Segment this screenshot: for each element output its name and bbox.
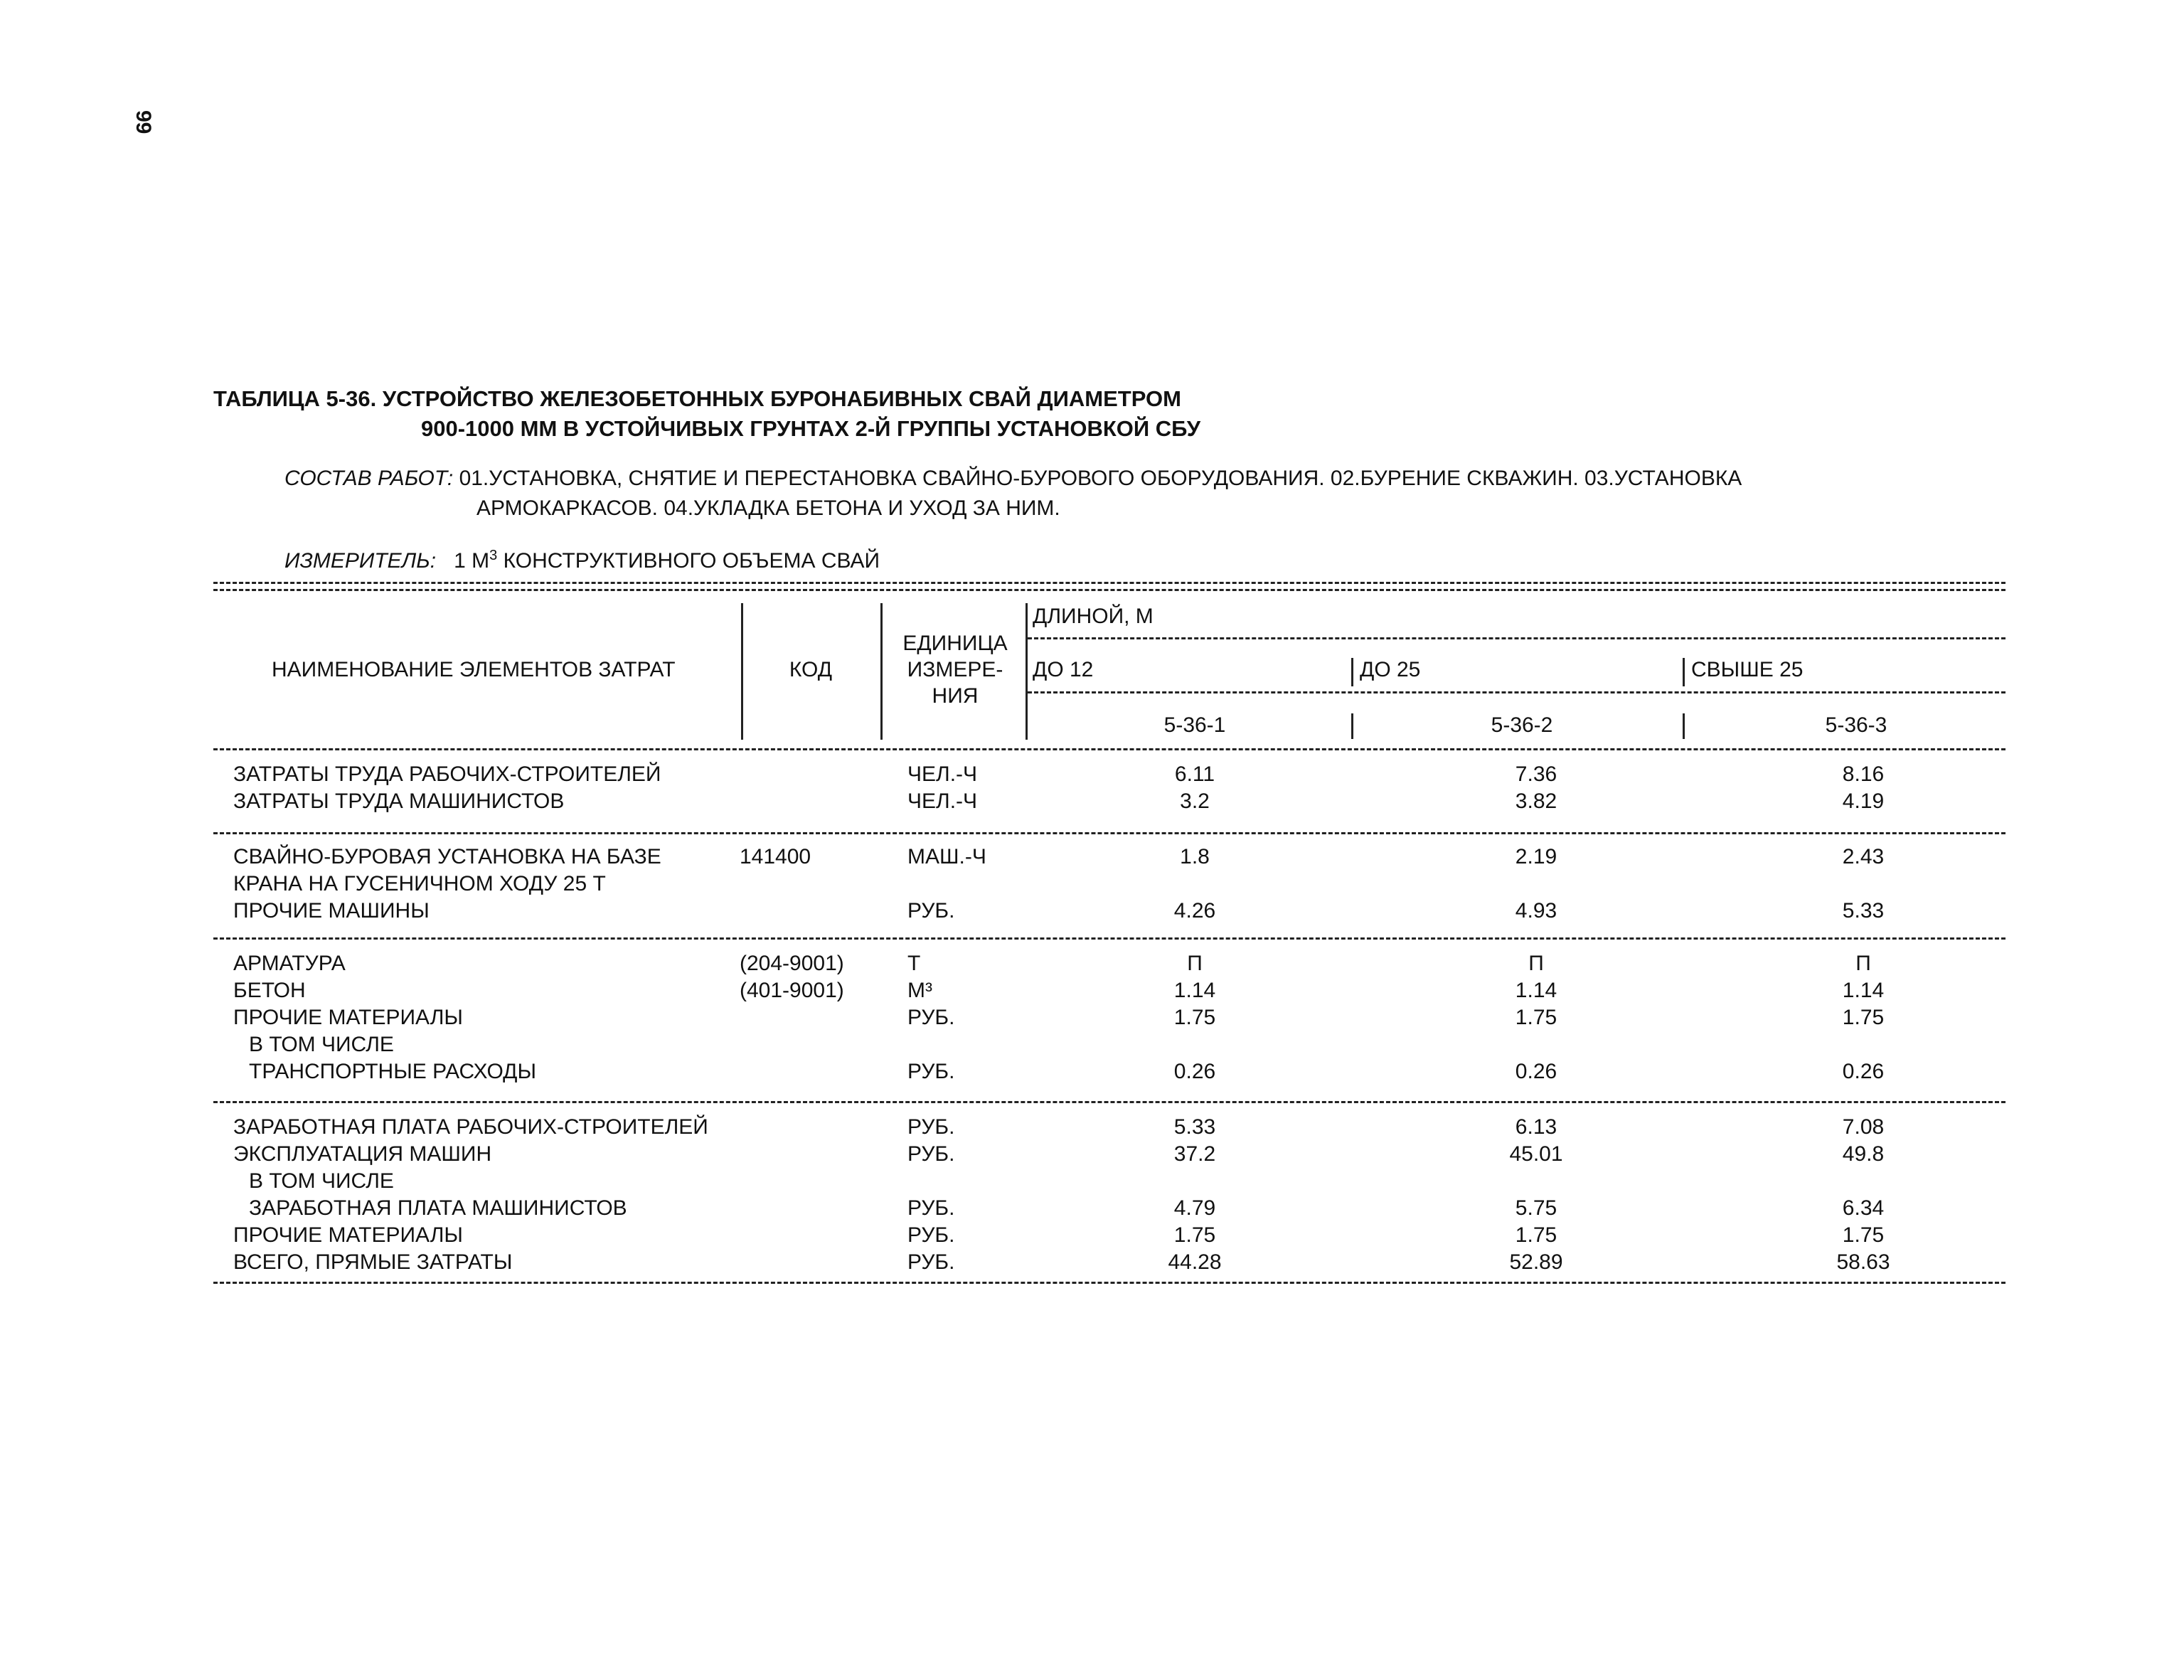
- row-name: АРМАТУРА: [233, 952, 346, 975]
- page-number: 99: [132, 110, 155, 134]
- header-unit-1: ЕДИНИЦА: [902, 632, 1008, 655]
- row-value: 2.19: [1515, 845, 1557, 868]
- row-name: ПРОЧИЕ МАТЕРИАЛЫ: [233, 1223, 463, 1247]
- row-name: ПРОЧИЕ МАТЕРИАЛЫ: [233, 1006, 463, 1029]
- meter-sup: 3: [489, 548, 498, 563]
- row-value: 3.82: [1515, 790, 1557, 813]
- row-unit: ЧЕЛ.-Ч: [907, 790, 978, 813]
- vbar-col2: [1351, 658, 1353, 686]
- row-value: 5.75: [1515, 1196, 1557, 1220]
- row-value: 44.28: [1168, 1250, 1222, 1274]
- header-col-2: ДО 25: [1360, 658, 1421, 681]
- row-unit: М³: [907, 979, 932, 1002]
- composition-label: СОСТАВ РАБОТ:: [284, 467, 454, 490]
- row-name: ПРОЧИЕ МАШИНЫ: [233, 899, 430, 923]
- row-name: ЭКСПЛУАТАЦИЯ МАШИН: [233, 1142, 492, 1166]
- row-name: ТРАНСПОРТНЫЕ РАСХОДЫ: [249, 1060, 537, 1083]
- vbar-name-code: [741, 603, 743, 740]
- row-unit: РУБ.: [907, 1006, 955, 1029]
- header-code: КОД: [789, 658, 833, 681]
- row-value: 1.8: [1180, 845, 1210, 868]
- row-value: 7.08: [1842, 1115, 1885, 1139]
- row-unit: РУБ.: [907, 1196, 955, 1220]
- header-code-3: 5-36-3: [1825, 713, 1887, 737]
- composition-line-2: АРМОКАРКАСОВ. 04.УКЛАДКА БЕТОНА И УХОД ЗА НИМ.: [476, 496, 1060, 520]
- header-code-2: 5-36-2: [1491, 713, 1553, 737]
- row-value: 8.16: [1842, 762, 1885, 786]
- vbar-unit-values: [1026, 603, 1028, 740]
- header-unit-3: НИЯ: [932, 684, 979, 708]
- row-value: 6.11: [1174, 762, 1215, 786]
- row-unit: РУБ.: [907, 1250, 955, 1274]
- meter-suffix: КОНСТРУКТИВНОГО ОБЪЕМА СВАЙ: [503, 549, 880, 573]
- rule-header-bottom: [213, 748, 2005, 750]
- meter: [284, 546, 880, 576]
- header-code-1: 5-36-1: [1163, 713, 1226, 737]
- group-separator: [213, 832, 2005, 834]
- row-value: 5.33: [1173, 1115, 1216, 1139]
- row-value: 3.2: [1180, 790, 1210, 813]
- row-unit: РУБ.: [907, 1060, 955, 1083]
- row-value: 4.93: [1515, 899, 1557, 923]
- row-unit: МАШ.-Ч: [907, 845, 986, 868]
- row-value: 58.63: [1836, 1250, 1890, 1274]
- row-unit: РУБ.: [907, 1115, 955, 1139]
- title-line-1: ТАБЛИЦА 5-36. УСТРОЙСТВО ЖЕЛЕЗОБЕТОННЫХ БУРОНАБИВНЫХ СВАЙ ДИАМЕТРОМ: [213, 386, 1181, 411]
- row-name: ЗАТРАТЫ ТРУДА МАШИНИСТОВ: [233, 790, 565, 813]
- vbar-col2-code: [1351, 713, 1353, 739]
- row-value: 6.13: [1515, 1115, 1557, 1139]
- row-value: 4.19: [1842, 790, 1885, 813]
- row-value: 1.75: [1842, 1006, 1885, 1029]
- table-title: [213, 384, 1200, 444]
- row-value: 37.2: [1173, 1142, 1216, 1166]
- row-value: 1.75: [1173, 1223, 1216, 1247]
- row-value: 6.34: [1842, 1196, 1885, 1220]
- meter-value: 1 М: [454, 549, 490, 573]
- row-name: СВАЙНО-БУРОВАЯ УСТАНОВКА НА БАЗЕ: [233, 845, 661, 868]
- row-code: 141400: [740, 845, 811, 868]
- group-separator: [213, 937, 2005, 940]
- rule-top-2: [213, 589, 2005, 591]
- row-name: ЗАТРАТЫ ТРУДА РАБОЧИХ-СТРОИТЕЛЕЙ: [233, 762, 661, 786]
- row-name: ЗАРАБОТНАЯ ПЛАТА РАБОЧИХ-СТРОИТЕЛЕЙ: [233, 1115, 708, 1139]
- rule-length: [1028, 637, 2005, 639]
- vbar-col3: [1683, 658, 1685, 686]
- row-name: ВСЕГО, ПРЯМЫЕ ЗАТРАТЫ: [233, 1250, 513, 1274]
- header-col-1: ДО 12: [1033, 658, 1094, 681]
- row-unit: РУБ.: [907, 1223, 955, 1247]
- group-separator: [213, 1282, 2005, 1284]
- row-unit: Т: [907, 952, 921, 975]
- composition-line-1: 01.УСТАНОВКА, СНЯТИЕ И ПЕРЕСТАНОВКА СВАЙНО-БУРОВОГО ОБОРУДОВАНИЯ. 02.БУРЕНИЕ СКВАЖИН. 03.УСТАНОВКА: [459, 467, 1742, 490]
- row-unit: РУБ.: [907, 1142, 955, 1166]
- vbar-col3-code: [1683, 713, 1685, 739]
- row-value: 2.43: [1842, 845, 1885, 868]
- work-composition: [284, 464, 1920, 523]
- row-code: (401-9001): [740, 979, 844, 1002]
- rule-top: [213, 582, 2005, 584]
- row-name: КРАНА НА ГУСЕНИЧНОМ ХОДУ 25 Т: [233, 872, 606, 895]
- row-value: 5.33: [1842, 899, 1885, 923]
- row-unit: ЧЕЛ.-Ч: [907, 762, 978, 786]
- row-code: (204-9001): [740, 952, 844, 975]
- row-value: 0.26: [1515, 1060, 1557, 1083]
- row-value: П: [1528, 952, 1544, 975]
- row-unit: РУБ.: [907, 899, 955, 923]
- row-name: В ТОМ ЧИСЛЕ: [249, 1033, 394, 1056]
- row-value: П: [1187, 952, 1203, 975]
- row-value: 45.01: [1509, 1142, 1563, 1166]
- header-name: НАИМЕНОВАНИЕ ЭЛЕМЕНТОВ ЗАТРАТ: [272, 658, 676, 681]
- header-length: ДЛИНОЙ, М: [1033, 605, 1154, 628]
- row-name: БЕТОН: [233, 979, 306, 1002]
- row-value: 7.36: [1515, 762, 1557, 786]
- row-value: 1.75: [1515, 1223, 1557, 1247]
- row-value: 0.26: [1842, 1060, 1885, 1083]
- row-value: 4.79: [1173, 1196, 1216, 1220]
- row-value: 1.75: [1842, 1223, 1885, 1247]
- header-unit-2: ИЗМЕРЕ-: [907, 658, 1003, 681]
- row-value: 52.89: [1509, 1250, 1563, 1274]
- vbar-code-unit: [880, 603, 883, 740]
- header-col-3: СВЫШЕ 25: [1691, 658, 1804, 681]
- row-name: В ТОМ ЧИСЛЕ: [249, 1169, 394, 1193]
- row-name: ЗАРАБОТНАЯ ПЛАТА МАШИНИСТОВ: [249, 1196, 627, 1220]
- title-line-2: 900-1000 ММ В УСТОЙЧИВЫХ ГРУНТАХ 2-Й ГРУППЫ УСТАНОВКОЙ СБУ: [421, 416, 1200, 441]
- rule-cols: [1028, 691, 2005, 693]
- row-value: 49.8: [1842, 1142, 1885, 1166]
- meter-label: ИЗМЕРИТЕЛЬ:: [284, 549, 437, 573]
- row-value: 1.14: [1173, 979, 1216, 1002]
- row-value: 1.75: [1515, 1006, 1557, 1029]
- row-value: П: [1855, 952, 1871, 975]
- row-value: 1.75: [1173, 1006, 1216, 1029]
- row-value: 4.26: [1173, 899, 1216, 923]
- row-value: 1.14: [1515, 979, 1557, 1002]
- row-value: 0.26: [1173, 1060, 1216, 1083]
- row-value: 1.14: [1842, 979, 1885, 1002]
- group-separator: [213, 1101, 2005, 1103]
